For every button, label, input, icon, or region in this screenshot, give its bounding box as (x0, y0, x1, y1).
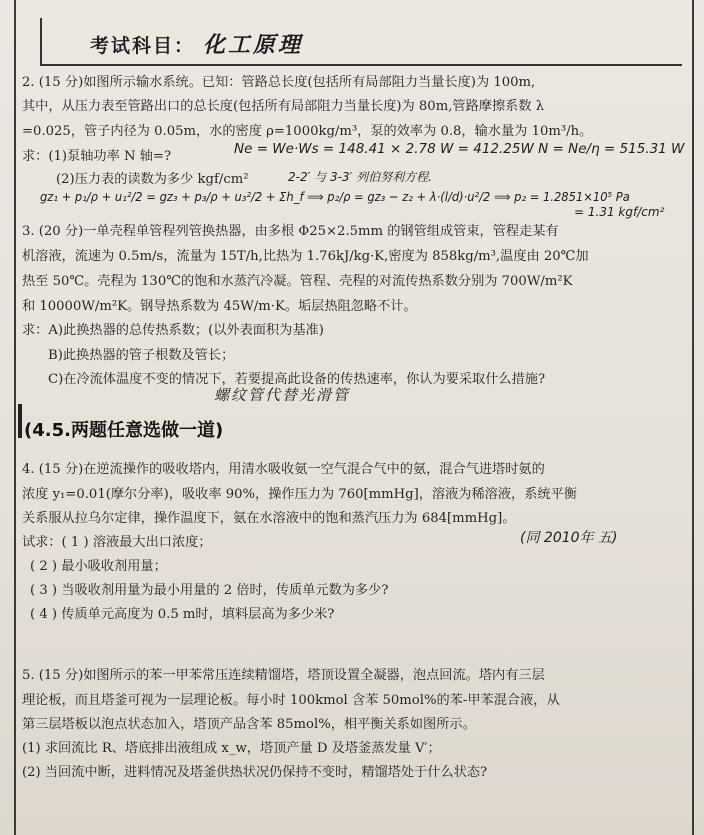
q4-line-7: ( 4 ) 传质单元高度为 0.5 m时，填料层高为多少米? (30, 607, 335, 622)
q4-line-3: 关系服从拉乌尔定律，操作温度下，氨在水溶液中的饱和蒸汽压力为 684[mmHg]。 (22, 511, 516, 526)
q3-handwritten-answer: 螺纹管代替光滑管 (214, 386, 351, 404)
q3-line-6: B)此换热器的管子根数及管长； (48, 348, 235, 363)
q2-line-5: (2)压力表的读数为多少 kgf/cm² (56, 172, 249, 187)
q3-line-5: 求：A)此换热器的总传热系数；(以外表面积为基准) (22, 323, 324, 338)
q2-handwritten-answer: = 1.31 kgf/cm² (574, 205, 665, 219)
q4-line-5: ( 2 ) 最小吸收剂用量； (30, 559, 167, 574)
q2-line-2: 其中，从压力表至管路出口的总长度(包括所有局部阻力当量长度)为 80m,管路摩擦系数 λ (22, 99, 545, 114)
page-border-left (14, 0, 16, 835)
q5-line-4: (1) 求回流比 R、塔底排出液组成 x_w，塔顶产量 D 及塔釜蒸发量 V′； (22, 741, 441, 756)
q2-handwritten-power: Ne = We·Ws = 148.41 × 2.78 W = 412.25W N = Ne/η = 515.31 W (234, 141, 685, 157)
q3-line-7: C)在冷流体温度不变的情况下，若要提高此设备的传热速率，你认为要采取什么措施? (48, 372, 546, 387)
section-heading: (4.5.两题任意选做一道) (24, 420, 224, 441)
q4-line-4: 试求：( 1 ) 溶液最大出口浓度； (22, 535, 212, 550)
q2-line-3: =0.025，管子内径为 0.05m，水的密度 ρ=1000kg/m³，泵的效率为 0.8，输水量为 10m³/h。 (22, 124, 593, 139)
q3-line-4: 和 10000W/m²K。钢导热系数为 45W/m·K。垢层热阻忽略不计。 (22, 299, 417, 314)
page-border-right (692, 0, 694, 835)
section-margin-mark (18, 404, 22, 438)
subject-label: 考试科目： (90, 35, 196, 57)
q2-line-4: 求：(1)泵轴功率 N 轴=? (22, 149, 172, 164)
q2-line-1: 2. (15 分)如图所示输水系统。已知：管路总长度(包括所有局部阻力当量长度)为 100m, (22, 75, 536, 90)
subject-handwritten: 化工原理 (203, 33, 304, 58)
exam-subject-header (90, 28, 303, 59)
q2-handwritten-note: 2-2′ 与 3-3′ 列伯努利方程. (288, 170, 432, 184)
q2-handwritten-equation: gz₁ + p₁/ρ + u₁²/2 = gz₃ + p₃/ρ + u₃²/2 + Σh_f ⟹ p₂/ρ = gz₃ − z₂ + λ·(l/d)·u²/2 ⟹ p₂ = 1.2851×10⁵ Pa (40, 189, 630, 204)
q3-line-3: 热至 50℃。壳程为 130℃的饱和水蒸汽冷凝。管程、壳程的对流传热系数分别为 700W/m²K (22, 274, 573, 289)
q4-line-2: 浓度 y₁=0.01(摩尔分率)，吸收率 90%，操作压力为 760[mmHg]，溶液为稀溶液，系统平衡 (22, 487, 577, 502)
q5-line-5: (2) 当回流中断，进料情况及塔釜供热状况仍保持不变时，精馏塔处于什么状态? (22, 765, 488, 780)
q3-line-1: 3. (20 分)一单壳程单管程列管换热器，由多根 Φ25×2.5mm 的钢管组成管束，管程走某有 (22, 224, 559, 239)
q3-line-2: 机溶液，流速为 0.5m/s，流量为 15T/h,比热为 1.76kJ/kg·K,密度为 858kg/m³,温度由 20℃加 (22, 249, 589, 264)
q5-line-2: 理论板，而且塔釜可视为一层理论板。每小时 100kmol 含苯 50mol%的苯-甲苯混合液，从 (22, 693, 560, 708)
q5-line-3: 第三层塔板以泡点状态加入，塔顶产品含苯 85mol%，相平衡关系如图所示。 (22, 717, 476, 732)
q4-handwritten-note: (同 2010年 五) (520, 530, 618, 546)
q4-line-1: 4. (15 分)在逆流操作的吸收塔内，用清水吸收氨一空气混合气中的氨，混合气进塔时氨的 (22, 462, 545, 477)
q5-line-1: 5. (15 分)如图所示的苯一甲苯常压连续精馏塔，塔顶设置全凝器，泡点回流。塔内有三层 (22, 668, 545, 683)
q4-line-6: ( 3 ) 当吸收剂用量为最小用量的 2 倍时，传质单元数为多少? (30, 583, 389, 598)
